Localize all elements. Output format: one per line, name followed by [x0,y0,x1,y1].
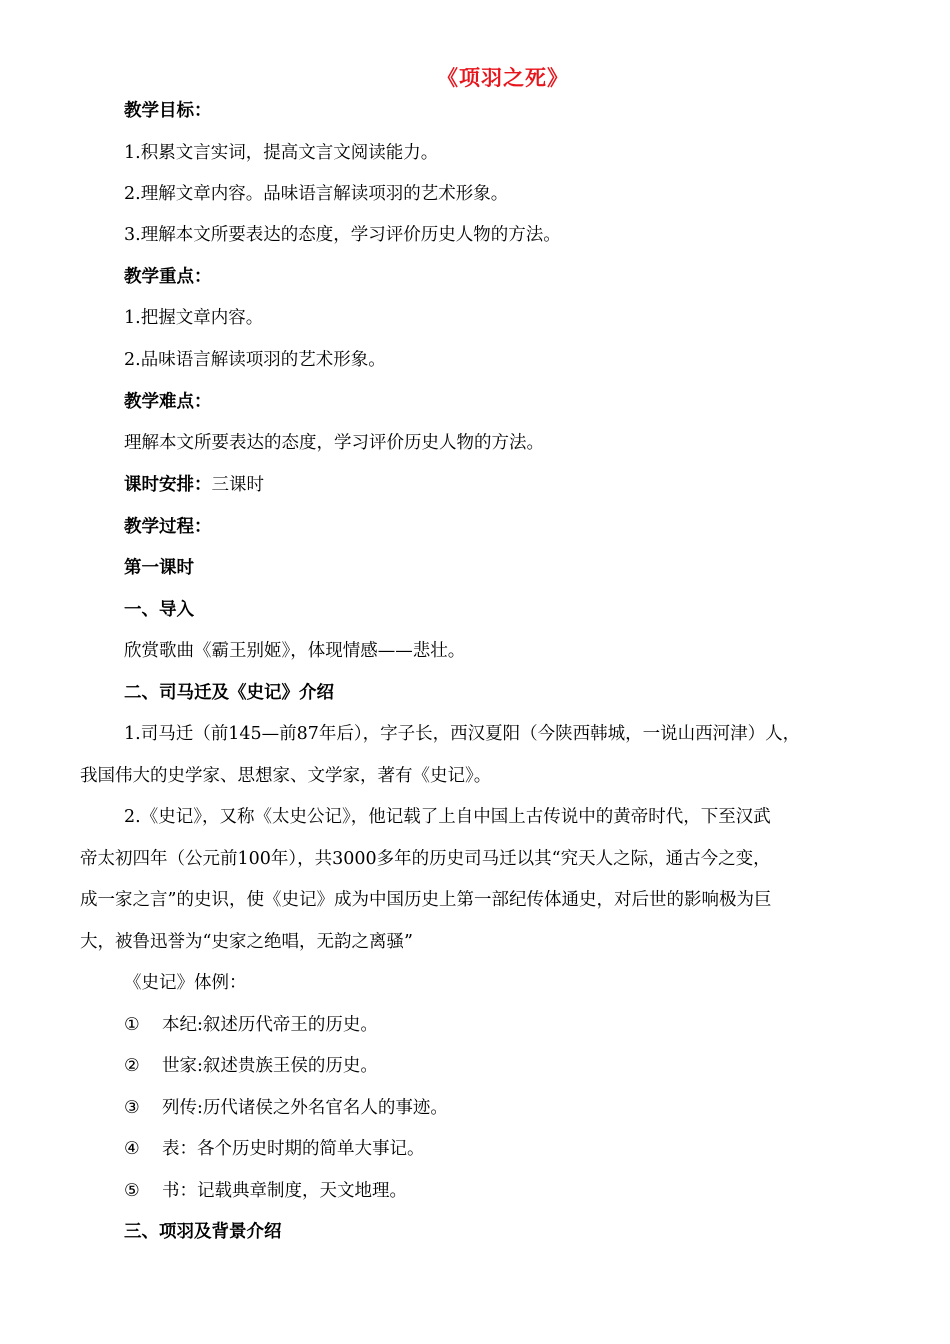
style-item-number: ⑤ [124,1181,140,1201]
section3-heading: 三、项羽及背景介绍 [124,1222,282,1242]
objective-item-3: 3.理解本文所要表达的态度，学习评价历史人物的方法。 [124,225,561,245]
style-heading: 《史记》体例： [124,973,247,993]
section2-para1-line1: 1.司马迁（前145—前87年后），字子长，西汉夏阳（今陕西韩城，一说山西河津）人， [124,724,801,744]
style-item [124,1136,425,1162]
style-item-number: ② [124,1056,140,1076]
style-item-text: 世家:叙述贵族王侯的历史。 [162,1056,378,1076]
objectives-heading: 教学目标： [124,101,212,121]
difficulties-heading: 教学难点： [124,392,212,412]
style-item-text: 表：各个历史时期的简单大事记。 [162,1139,425,1159]
section2-para2-line1: 2.《史记》，又称《太史公记》，他记载了上自中国上古传说中的黄帝时代，下至汉武 [124,807,771,827]
section2-heading: 二、司马迁及《史记》介绍 [124,683,334,703]
style-item-number: ③ [124,1098,140,1118]
key-point-item-2: 2.品味语言解读项羽的艺术形象。 [124,350,386,370]
schedule-label: 课时安排： [124,475,212,495]
style-item [124,1178,407,1204]
difficulties-text: 理解本文所要表达的态度，学习评价历史人物的方法。 [124,433,544,453]
section1-text: 欣赏歌曲《霸王别姬》，体现情感——悲壮。 [124,641,466,661]
section1-heading: 一、导入 [124,600,194,620]
style-item-number: ① [124,1015,140,1035]
key-point-item-1: 1.把握文章内容。 [124,308,264,328]
schedule-value: 三课时 [211,475,264,495]
objective-item-1: 1.积累文言实词，提高文言文阅读能力。 [124,143,439,163]
section2-para2-line3: 成一家之言”的史识，使《史记》成为中国历史上第一部纪传体通史，对后世的影响极为巨 [80,890,772,910]
process-heading: 教学过程： [124,517,212,537]
section2-para1-line2: 我国伟大的史学家、思想家、文学家，著有《史记》。 [80,766,492,786]
objective-item-2: 2.理解文章内容。品味语言解读项羽的艺术形象。 [124,184,509,204]
style-item-text: 书：记载典章制度，天文地理。 [162,1181,407,1201]
section2-para2-line4: 大，被鲁迅誉为“史家之绝唱，无韵之离骚” [80,932,413,952]
style-item-text: 本纪:叙述历代帝王的历史。 [162,1015,378,1035]
lesson1-heading: 第一课时 [124,558,194,578]
key-points-heading: 教学重点： [124,267,212,287]
style-item [124,1012,378,1038]
style-item [124,1053,378,1079]
style-item-number: ④ [124,1139,140,1159]
section2-para2-line2: 帝太初四年（公元前100年），共3000多年的历史司马迁以其“究天人之际，通古今之变， [80,849,771,869]
schedule-line [124,472,264,498]
style-item [124,1095,448,1121]
document-title: 《项羽之死》 [437,66,569,90]
style-item-text: 列传:历代诸侯之外名官名人的事迹。 [162,1098,448,1118]
